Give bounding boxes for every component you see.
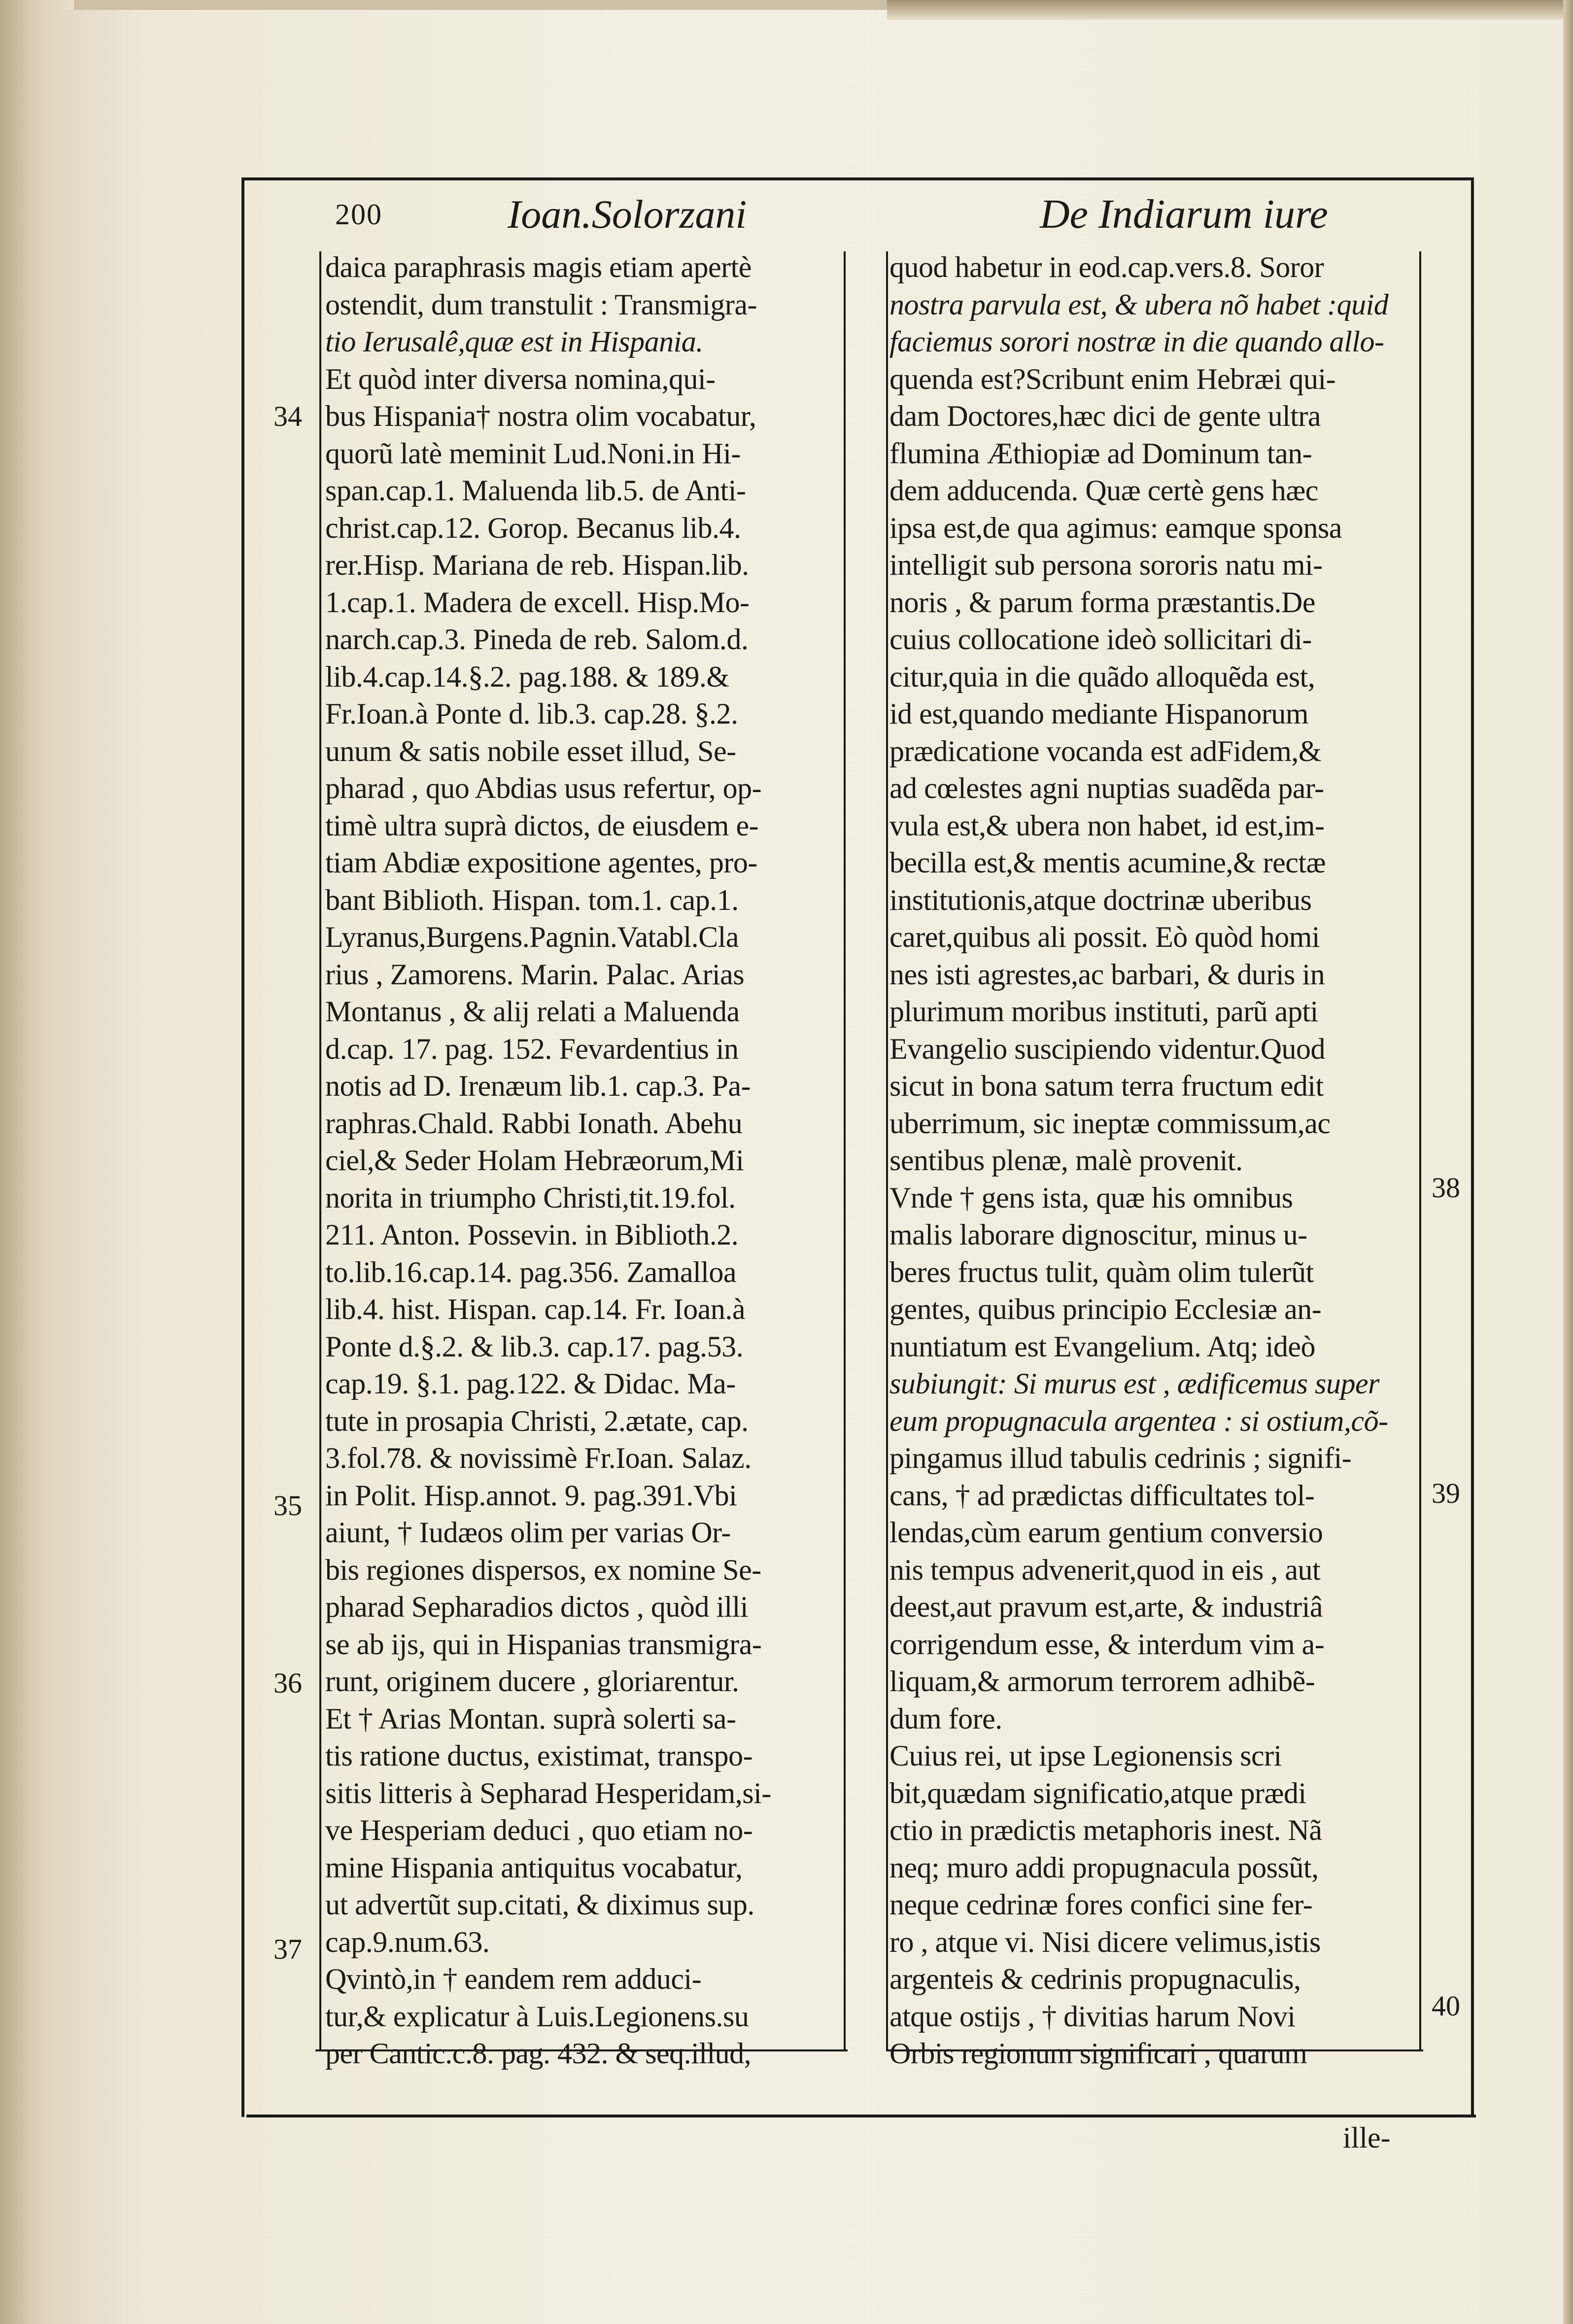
text-line: Cuius rei, ut ipse Legionensis scri	[889, 1739, 1282, 1772]
text-line: ve Hesperiam deduci , quo etiam no-	[325, 1814, 753, 1846]
text-line: lendas,cùm earum gentium conversio	[889, 1516, 1323, 1549]
text-line: pharad Sepharadios dictos , quòd illi	[325, 1591, 749, 1623]
margin-number: 36	[274, 1667, 302, 1699]
text-line: noris , & parum forma præstantis.De	[889, 586, 1316, 619]
text-line: rius , Zamorens. Marin. Palac. Arias	[325, 958, 745, 991]
text-line: Qvintò,in † eandem rem adduci-	[325, 1963, 702, 1995]
text-line: sentibus plenæ, malè provenit.	[889, 1144, 1243, 1177]
text-line: institutionis,atque doctrinæ uberibus	[889, 883, 1312, 916]
text-line: nes isti agrestes,ac barbari, & duris in	[889, 958, 1325, 991]
text-line: runt, originem ducere , gloriarentur.	[325, 1665, 739, 1698]
frame-rule-left	[241, 177, 244, 2117]
text-line: lib.4.cap.14.§.2. pag.188. & 189.&	[325, 660, 729, 693]
text-line: cap.19. §.1. pag.122. & Didac. Ma-	[325, 1367, 736, 1400]
text-line: ad cœlestes agni nuptias suadẽda par-	[889, 772, 1324, 804]
text-line: tiam Abdiæ expositione agentes, pro-	[325, 846, 757, 879]
text-line: tur,& explicatur à Luis.Legionens.su	[325, 2000, 749, 2033]
running-head-author: Ioan.Solorzani	[508, 192, 747, 237]
margin-number: 35	[274, 1490, 302, 1522]
frame-rule-right	[1471, 177, 1474, 2117]
right-text-column	[889, 249, 1419, 2073]
text-line: Orbis regionum significari , quarum	[889, 2037, 1307, 2070]
text-line: Et † Arias Montan. suprà solerti sa-	[325, 1702, 736, 1735]
text-line: flumina Æthiopiæ ad Dominum tan-	[889, 437, 1312, 470]
text-line: neque cedrinæ fores confici sine fer-	[889, 1888, 1313, 1921]
text-line: pharad , quo Abdias usus refertur, op-	[325, 772, 762, 804]
text-line: argenteis & cedrinis propugnaculis,	[889, 1963, 1301, 1995]
frame-rule-bottom	[246, 2115, 1476, 2117]
margin-number: 39	[1432, 1477, 1460, 1509]
text-line: quorũ latè meminit Lud.Noni.in Hi-	[325, 437, 741, 470]
text-line: pingamus illud tabulis cedrinis ; signifi-	[889, 1442, 1352, 1474]
text-line: christ.cap.12. Gorop. Becanus lib.4.	[325, 511, 741, 544]
column-rule	[1419, 251, 1421, 2050]
text-line: plurimum moribus instituti, parũ apti	[889, 995, 1318, 1028]
text-line: Vnde † gens ista, quæ his omnibus	[889, 1181, 1293, 1214]
text-line: ipsa est,de qua agimus: eamque sponsa	[889, 511, 1342, 544]
text-line: nis tempus advenerit,quod in eis , aut	[889, 1553, 1321, 1586]
text-line: cuius collocatione ideò sollicitari di-	[889, 623, 1312, 656]
margin-number: 37	[274, 1933, 302, 1965]
text-line: ro , atque vi. Nisi dicere velimus,istis	[889, 1925, 1321, 1958]
text-line: eum propugnacula argentea : si ostium,cõ-	[889, 1404, 1388, 1437]
text-line: se ab ijs, qui in Hispanias transmigra-	[325, 1628, 762, 1661]
text-line: Et quòd inter diversa nomina,qui-	[325, 362, 716, 395]
text-line: dem adducenda. Quæ certè gens hæc	[889, 474, 1318, 507]
text-line: ciel,& Seder Holam Hebræorum,Mi	[325, 1144, 744, 1177]
page-number: 200	[335, 198, 382, 231]
text-line: mine Hispania antiquitus vocabatur,	[325, 1851, 743, 1884]
text-line: caret,quibus ali possit. Eò quòd homi	[889, 921, 1320, 953]
column-rule	[319, 251, 321, 2050]
text-line: ut advertũt sup.citati, & diximus sup.	[325, 1888, 754, 1921]
margin-number: 40	[1432, 1990, 1460, 2022]
text-line: prædicatione vocanda est adFidem,&	[889, 734, 1322, 767]
text-line: nuntiatum est Evangelium. Atq; ideò	[889, 1330, 1316, 1363]
text-line: deest,aut pravum est,arte, & industriâ	[889, 1591, 1323, 1623]
text-line: liquam,& armorum terrorem adhibẽ-	[889, 1665, 1315, 1698]
text-line: sitis litteris à Sepharad Hesperidam,si-	[325, 1776, 771, 1809]
text-line: Evangelio suscipiendo videntur.Quod	[889, 1032, 1326, 1065]
text-line: in Polit. Hisp.annot. 9. pag.391.Vbi	[325, 1479, 737, 1512]
text-line: malis laborare dignoscitur, minus u-	[889, 1218, 1307, 1251]
left-text-column	[325, 249, 843, 2073]
text-line: Ponte d.§.2. & lib.3. cap.17. pag.53.	[325, 1330, 744, 1363]
text-line: beres fructus tulit, quàm olim tulerũt	[889, 1255, 1314, 1288]
text-line: corrigendum esse, & interdum vim a-	[889, 1628, 1325, 1661]
text-line: aiunt, † Iudæos olim per varias Or-	[325, 1516, 731, 1549]
margin-number: 34	[274, 400, 302, 432]
text-line: cap.9.num.63.	[325, 1925, 490, 1958]
margin-number: 38	[1432, 1172, 1460, 1204]
text-line: citur,quia in die quãdo alloquẽda est,	[889, 660, 1315, 693]
text-line: uberrimum, sic ineptæ commissum,ac	[889, 1107, 1331, 1140]
text-line: ostendit, dum transtulit : Transmigra-	[325, 288, 757, 321]
text-line: lib.4. hist. Hispan. cap.14. Fr. Ioan.à	[325, 1293, 746, 1325]
text-line: narch.cap.3. Pineda de reb. Salom.d.	[325, 623, 749, 656]
text-line: 211. Anton. Possevin. in Biblioth.2.	[325, 1218, 739, 1251]
text-line: vula est,& ubera non habet, id est,im-	[889, 809, 1325, 842]
text-line: ctio in prædictis metaphoris inest. Nã	[889, 1814, 1322, 1846]
running-head-title: De Indiarum iure	[1040, 191, 1328, 237]
text-line: to.lib.16.cap.14. pag.356. Zamalloa	[325, 1255, 736, 1288]
text-line: per Cantic.c.8. pag. 432. & seq.illud,	[325, 2037, 752, 2070]
text-line: quenda est?Scribunt enim Hebræi qui-	[889, 362, 1336, 395]
text-line: nostra parvula est, & ubera nõ habet :quid	[889, 288, 1389, 321]
text-line: tis ratione ductus, existimat, transpo-	[325, 1739, 752, 1772]
text-line: gentes, quibus principio Ecclesiæ an-	[889, 1293, 1322, 1325]
frame-rule-top	[241, 177, 1473, 180]
text-line: Montanus , & alij relati a Maluenda	[325, 995, 740, 1028]
text-line: faciemus sorori nostræ in die quando allo-	[889, 325, 1384, 358]
text-line: tio Ierusalê,quæ est in Hispania.	[325, 325, 703, 358]
text-line: intelligit sub persona sororis natu mi-	[889, 549, 1323, 581]
text-line: raphras.Chald. Rabbi Ionath. Abehu	[325, 1107, 743, 1140]
text-line: unum & satis nobile esset illud, Se-	[325, 734, 736, 767]
text-line: Lyranus,Burgens.Pagnin.Vatabl.Cla	[325, 921, 739, 953]
text-line: bis regiones dispersos, ex nomine Se-	[325, 1553, 761, 1586]
text-line: bus Hispania† nostra olim vocabatur,	[325, 400, 756, 432]
text-line: bit,quædam significatio,atque prædi	[889, 1776, 1306, 1809]
text-line: atque ostijs , † divitias harum Novi	[889, 2000, 1296, 2033]
column-rule	[886, 251, 888, 2050]
page-right-edge	[1563, 0, 1573, 2324]
text-line: dum fore.	[889, 1702, 1002, 1735]
column-rule	[844, 251, 846, 2050]
text-line: quod habetur in eod.cap.vers.8. Soror	[889, 251, 1324, 283]
text-line: rer.Hisp. Mariana de reb. Hispan.lib.	[325, 549, 749, 581]
text-line: daica paraphrasis magis etiam apertè	[325, 251, 752, 283]
text-line: span.cap.1. Maluenda lib.5. de Anti-	[325, 474, 746, 507]
page-top-edge	[887, 0, 1573, 20]
text-line: becilla est,& mentis acumine,& rectæ	[889, 846, 1326, 879]
text-line: tute in prosapia Christi, 2.ætate, cap.	[325, 1404, 749, 1437]
text-line: 3.fol.78. & novissimè Fr.Ioan. Salaz.	[325, 1442, 752, 1474]
text-line: id est,quando mediante Hispanorum	[889, 697, 1308, 730]
text-line: cans, † ad prædictas difficultates tol-	[889, 1479, 1315, 1512]
text-line: norita in triumpho Christi,tit.19.fol.	[325, 1181, 736, 1214]
text-line: neq; muro addi propugnacula possũt,	[889, 1851, 1319, 1884]
text-line: notis ad D. Irenæum lib.1. cap.3. Pa-	[325, 1070, 751, 1102]
text-line: dam Doctores,hæc dici de gente ultra	[889, 400, 1321, 432]
text-line: d.cap. 17. pag. 152. Fevardentius in	[325, 1032, 739, 1065]
text-line: bant Biblioth. Hispan. tom.1. cap.1.	[325, 883, 739, 916]
text-line: 1.cap.1. Madera de excell. Hisp.Mo-	[325, 586, 750, 619]
text-line: timè ultra suprà dictos, de eiusdem e-	[325, 809, 759, 842]
catchword: ille-	[1343, 2121, 1391, 2154]
text-line: subiungit: Si murus est , ædificemus super	[889, 1367, 1379, 1400]
text-line: Fr.Ioan.à Ponte d. lib.3. cap.28. §.2.	[325, 697, 738, 730]
text-line: sicut in bona satum terra fructum edit	[889, 1070, 1324, 1102]
